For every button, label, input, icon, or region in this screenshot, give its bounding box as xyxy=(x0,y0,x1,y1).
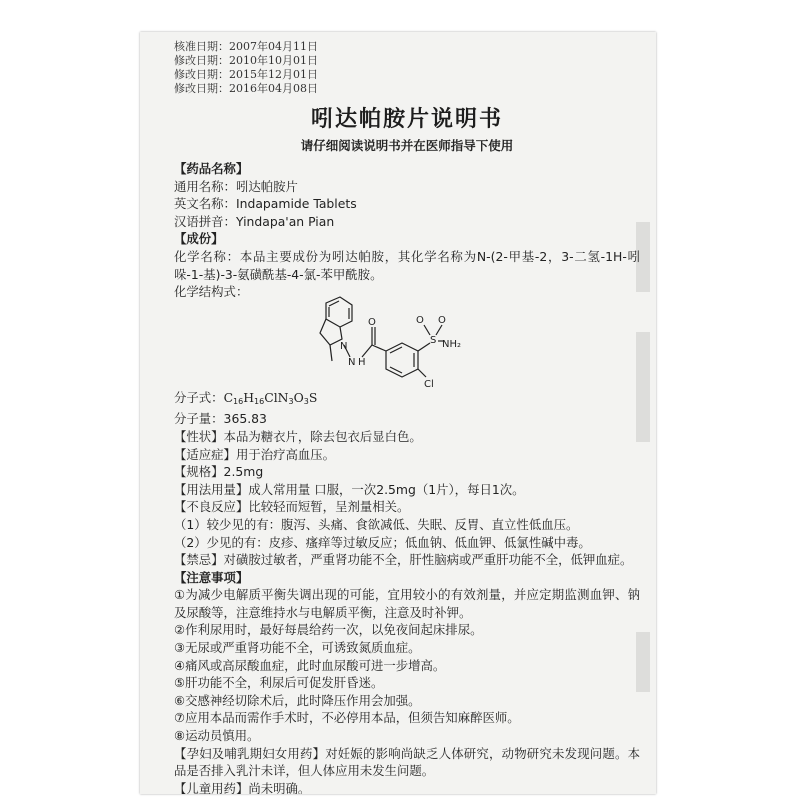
revision-dates xyxy=(174,40,640,96)
pinyin-name: 汉语拼音：Yindapa'an Pian xyxy=(174,213,335,229)
approval-date: 核准日期：2007年04月11日 xyxy=(174,40,318,53)
precaution-item: ⑧运动员慎用。 xyxy=(174,728,260,744)
revision-date: 修改日期：2010年10月01日 xyxy=(174,54,318,67)
section-header-precautions: 【注意事项】 xyxy=(174,569,249,585)
section-dosage: 【用法用量】成人常用量 口服，一次2.5mg（1片），每日1次。 xyxy=(174,481,525,497)
atom-o: O xyxy=(368,316,376,328)
chemical-structure xyxy=(174,301,640,389)
atom-o: O xyxy=(416,314,424,326)
atom-n: N xyxy=(348,356,356,368)
precaution-item: ③无尿或严重肾功能不全，可诱致氮质血症。 xyxy=(174,640,421,656)
precaution-item: ⑤肝功能不全，利尿后可促发肝昏迷。 xyxy=(174,675,384,691)
adverse-item: （1）较少见的有：腹泻、头痛、食欲减低、失眠、反胃、直立性低血压。 xyxy=(174,516,579,532)
english-name: 英文名称：Indapamide Tablets xyxy=(174,196,357,212)
section-pregnancy-lactation: 【孕妇及哺乳期妇女用药】对妊娠的影响尚缺乏人体研究，动物研究未发现问题。本品是否排入乳汁未详，但人体应用未发生问题。 xyxy=(174,745,640,779)
section-pediatric: 【儿童用药】尚未明确。 xyxy=(174,780,311,794)
precaution-item: ⑥交感神经切除术后，此时降压作用会加强。 xyxy=(174,692,421,708)
molecular-weight: 分子量：365.83 xyxy=(174,411,267,427)
atom-nh2: NH₂ xyxy=(442,338,462,350)
generic-name: 通用名称：吲达帕胺片 xyxy=(174,178,298,194)
section-contraindications: 【禁忌】对磺胺过敏者，严重肾功能不全，肝性脑病或严重肝功能不全，低钾血症。 xyxy=(174,552,633,568)
document-subtitle: 请仔细阅读说明书并在医师指导下使用 xyxy=(300,138,514,153)
section-indications: 【适应症】用于治疗高血压。 xyxy=(174,446,336,462)
structure-label: 化学结构式： xyxy=(174,284,249,300)
precaution-item: ⑦应用本品而需作手术时，不必停用本品，但须告知麻醉医师。 xyxy=(174,710,520,726)
section-header-composition: 【成份】 xyxy=(174,231,224,247)
section-adverse-reactions: 【不良反应】比较轻而短暂，呈剂量相关。 xyxy=(174,499,410,515)
indapamide-structure-diagram xyxy=(306,295,506,391)
section-specification: 【规格】2.5mg xyxy=(174,464,264,480)
section-properties: 【性状】本品为糖衣片，除去包衣后显白色。 xyxy=(174,428,422,444)
atom-h: H xyxy=(358,356,366,368)
molecular-formula: 分子式：C16H16ClN3O3S xyxy=(174,389,318,406)
precaution-item: ②作利尿用时，最好每晨给药一次，以免夜间起床排尿。 xyxy=(174,622,483,638)
revision-date: 修改日期：2015年12月01日 xyxy=(174,68,318,81)
leaflet-paper xyxy=(140,32,656,794)
revision-date: 修改日期：2016年04月08日 xyxy=(174,82,318,95)
document-title: 吲达帕胺片说明书 xyxy=(310,107,503,132)
chemical-name: 化学名称：本品主要成份为吲达帕胺，其化学名称为N-(2-甲基-2，3-二氢-1H-吲哚-1-基)-3-氨磺酰基-4-氯-苯甲酰胺。 xyxy=(174,248,640,282)
adverse-item: （2）少见的有：皮疹、瘙痒等过敏反应；低血钠、低血钾、低氯性碱中毒。 xyxy=(174,534,591,550)
atom-s: S xyxy=(430,334,437,346)
section-header-drug-name: 【药品名称】 xyxy=(174,161,249,176)
leaflet-content xyxy=(174,40,640,794)
precaution-item: ①为减少电解质平衡失调出现的可能，宜用较小的有效剂量，并应定期监测血钾、钠及尿酸等，注意维持水与电解质平衡，注意及时补钾。 xyxy=(174,587,640,620)
atom-n: N xyxy=(340,340,348,352)
atom-o: O xyxy=(438,314,446,326)
precaution-item: ④痛风或高尿酸血症，此时血尿酸可进一步增高。 xyxy=(174,657,446,673)
atom-cl: Cl xyxy=(424,378,434,390)
